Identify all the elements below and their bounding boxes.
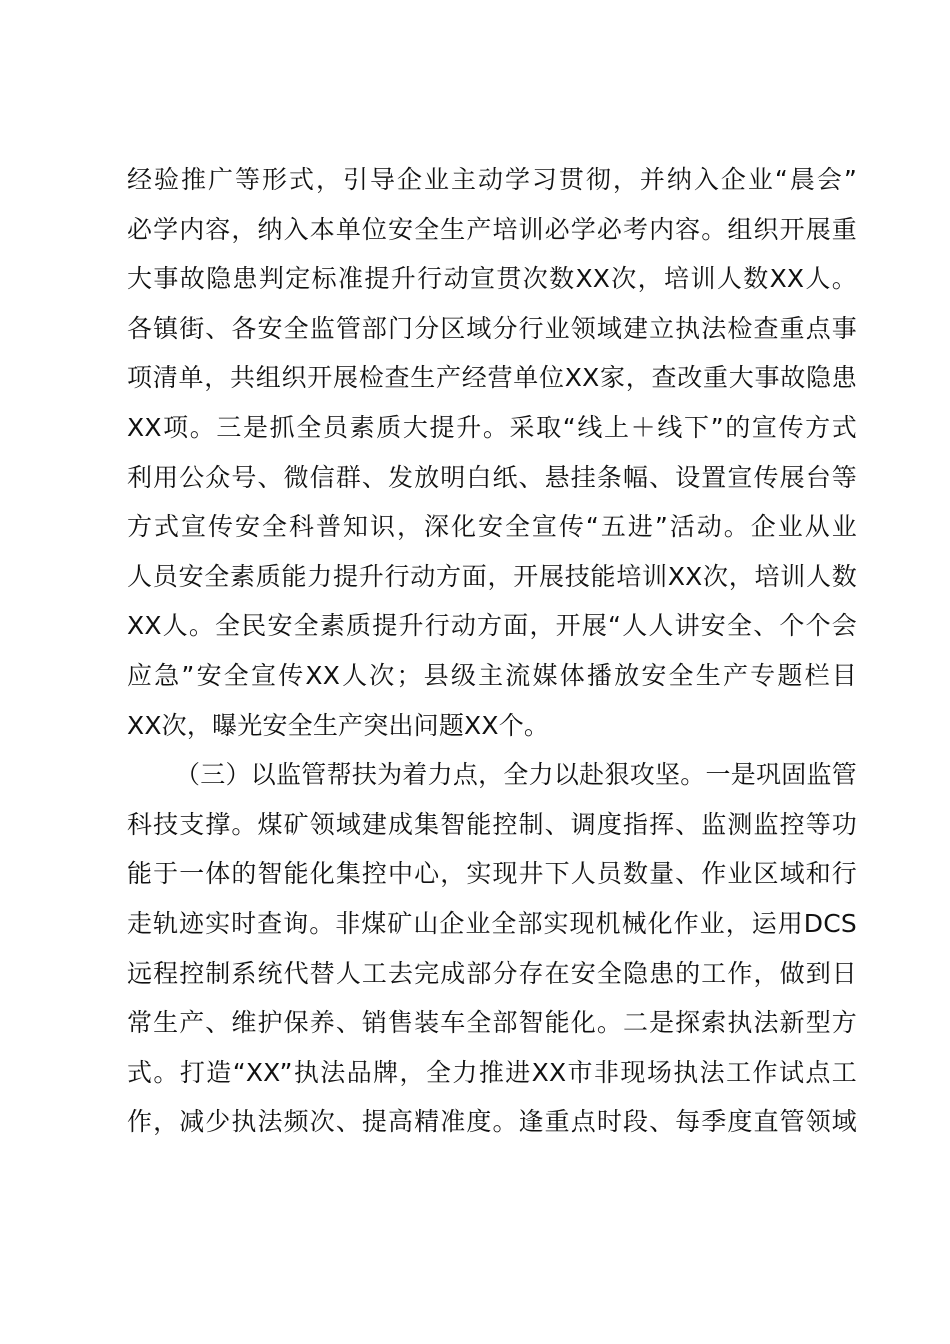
- text-line: 式。打造“XX”执法品牌，全力推进XX市非现场执法工作试点工: [127, 1057, 857, 1087]
- text-line: 科技支撑。煤矿领域建成集智能控制、调度指挥、监测监控等功: [127, 809, 857, 839]
- text-line: 利用公众号、微信群、发放明白纸、悬挂条幅、设置宣传展台等: [127, 462, 857, 492]
- text-line: 大事故隐患判定标准提升行动宣贯次数XX次，培训人数XX人。: [127, 264, 857, 294]
- text-line: 作，减少执法频次、提高精准度。逢重点时段、每季度直管领域: [127, 1107, 857, 1137]
- text-line: 各镇街、各安全监管部门分区域分行业领域建立执法检查重点事: [127, 313, 857, 343]
- text-line: 人员安全素质能力提升行动方面，开展技能培训XX次，培训人数: [127, 561, 857, 591]
- text-line: 走轨迹实时查询。非煤矿山企业全部实现机械化作业，运用DCS: [127, 908, 857, 938]
- section-heading-line: （三）以监管帮扶为着力点，全力以赴狠攻坚。一是巩固监管: [175, 760, 857, 790]
- text-line: XX项。三是抓全员素质大提升。采取“线上＋线下”的宣传方式: [127, 412, 857, 442]
- text-line: 常生产、维护保养、销售装车全部智能化。二是探索执法新型方: [127, 1008, 857, 1038]
- text-line: 能于一体的智能化集控中心，实现井下人员数量、作业区域和行: [127, 859, 857, 889]
- text-line: 经验推广等形式，引导企业主动学习贯彻，并纳入企业“晨会”: [127, 165, 857, 194]
- text-line: XX人。全民安全素质提升行动方面，开展“人人讲安全、个个会: [127, 611, 857, 641]
- text-line: 方式宣传安全科普知识，深化安全宣传“五进”活动。企业从业: [127, 512, 857, 542]
- text-line: 远程控制系统代替人工去完成部分存在安全隐患的工作，做到日: [127, 958, 857, 988]
- text-line: 项清单，共组织开展检查生产经营单位XX家，查改重大事故隐患: [127, 363, 857, 393]
- text-line: XX次，曝光安全生产突出问题XX个。: [127, 710, 550, 740]
- text-line: 必学内容，纳入本单位安全生产培训必学必考内容。组织开展重: [127, 214, 857, 244]
- text-line: 应急”安全宣传XX人次；县级主流媒体播放安全生产专题栏目: [127, 660, 857, 690]
- body-text: [127, 155, 857, 1147]
